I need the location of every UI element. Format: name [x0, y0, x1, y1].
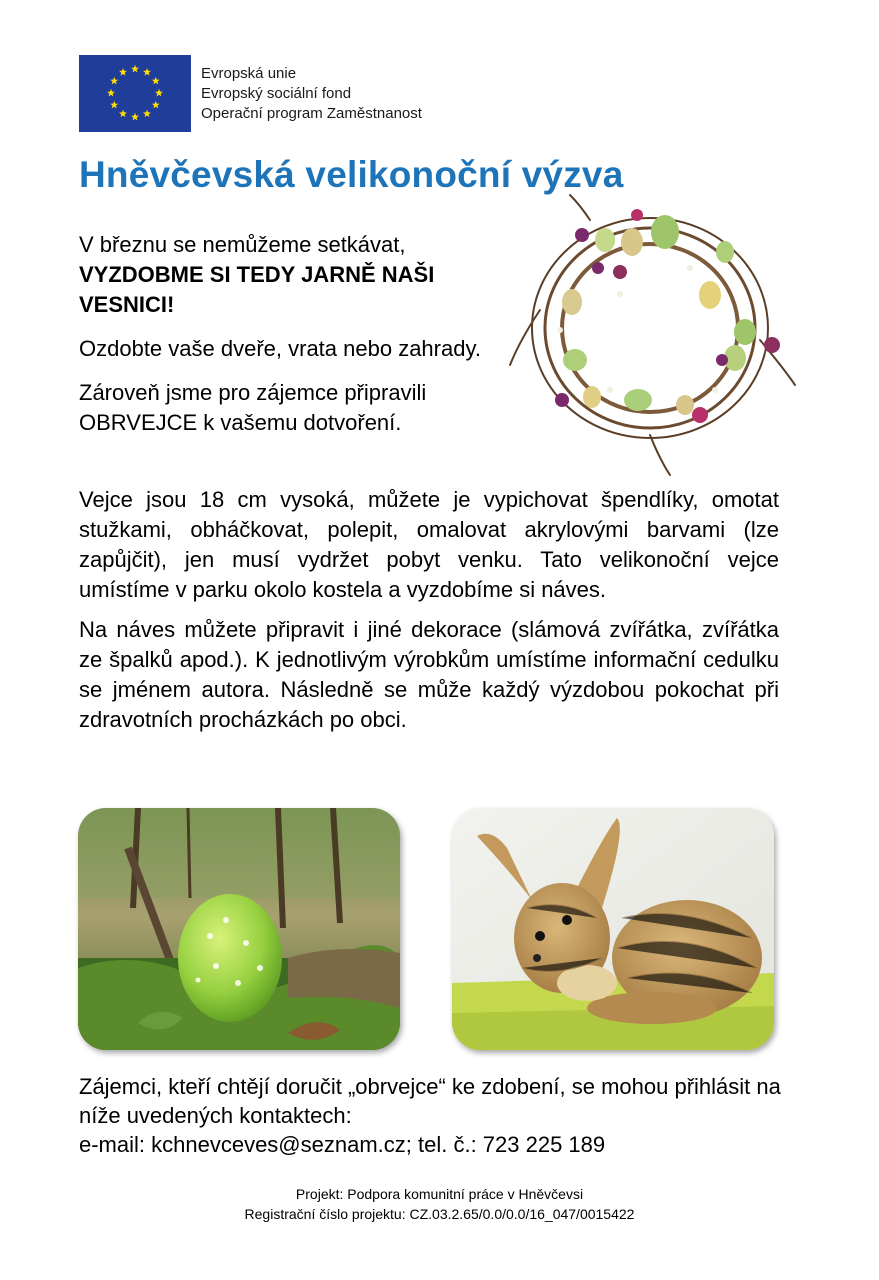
- eu-star-icon: [131, 113, 139, 121]
- eu-line-1: Evropská unie: [201, 65, 297, 82]
- eu-line-3: Operační program Zaměstnanost: [201, 105, 422, 122]
- eu-star-icon: [107, 89, 115, 97]
- eu-star-icon: [143, 68, 151, 76]
- page-title: Hněvčevská velikonoční výzva: [79, 154, 624, 195]
- eu-star-icon: [143, 110, 151, 118]
- eu-text: [201, 64, 422, 124]
- eu-star-icon: [110, 77, 118, 85]
- body-paragraph-1: Vejce jsou 18 cm vysoká, můžete je vypichovat špendlíky, omotat stužkami, obháčkovat, polepit, omalovat akrylovými barvami (lze zapůjčit), jen musí vydržet pobyt venku. Tato velikonoční vejce umístíme v parku okolo kostela a vyzdobíme si náves.: [79, 487, 779, 602]
- eu-star-icon: [152, 101, 160, 109]
- straw-rabbit-photo: [452, 808, 774, 1050]
- intro-paragraph-2: Ozdobte vaše dveře, vrata nebo zahrady.: [79, 336, 481, 361]
- body-section: [79, 485, 779, 745]
- footer: [0, 1184, 879, 1224]
- intro-line-1: V březnu se nemůžeme setkávat,: [79, 232, 406, 257]
- eu-star-icon: [110, 101, 118, 109]
- contact-intro: Zájemci, kteří chtějí doručit „obrvejce“ ke zdobení, se mohou přihlásit na níže uvedených kontaktech:: [79, 1074, 781, 1128]
- eu-star-icon: [152, 77, 160, 85]
- eu-logo-block: [79, 55, 422, 132]
- eu-flag-icon: [79, 55, 191, 132]
- green-egg-photo: [78, 808, 400, 1050]
- eu-star-icon: [131, 65, 139, 73]
- eu-star-icon: [119, 68, 127, 76]
- eu-star-icon: [155, 89, 163, 97]
- contact-section: [79, 1072, 799, 1159]
- easter-wreath-image: [500, 190, 800, 480]
- intro-paragraph-3: Zároveň jsme pro zájemce připravili OBRVEJCE k vašemu dotvoření.: [79, 380, 427, 435]
- body-paragraph-2: Na náves můžete připravit i jiné dekorace (slámová zvířátka, zvířátka ze špalků apod.). K jednotlivým výrobkům umístíme informační cedulku se jménem autora. Následně se může každý výzdobou pokochat při zdravotních procházkách po obci.: [79, 617, 779, 732]
- eu-star-icon: [119, 110, 127, 118]
- intro-section: [79, 230, 509, 452]
- intro-bold-call: VYZDOBME SI TEDY JARNĚ NAŠI VESNICI!: [79, 262, 435, 317]
- eu-line-2: Evropský sociální fond: [201, 85, 352, 102]
- footer-project: Projekt: Podpora komunitní práce v Hněvčevsi: [295, 1186, 584, 1202]
- contact-details: e-mail: kchnevceves@seznam.cz; tel. č.: 723 225 189: [79, 1132, 606, 1157]
- footer-registration: Registrační číslo projektu: CZ.03.2.65/0.0/0.0/16_047/0015422: [244, 1206, 635, 1222]
